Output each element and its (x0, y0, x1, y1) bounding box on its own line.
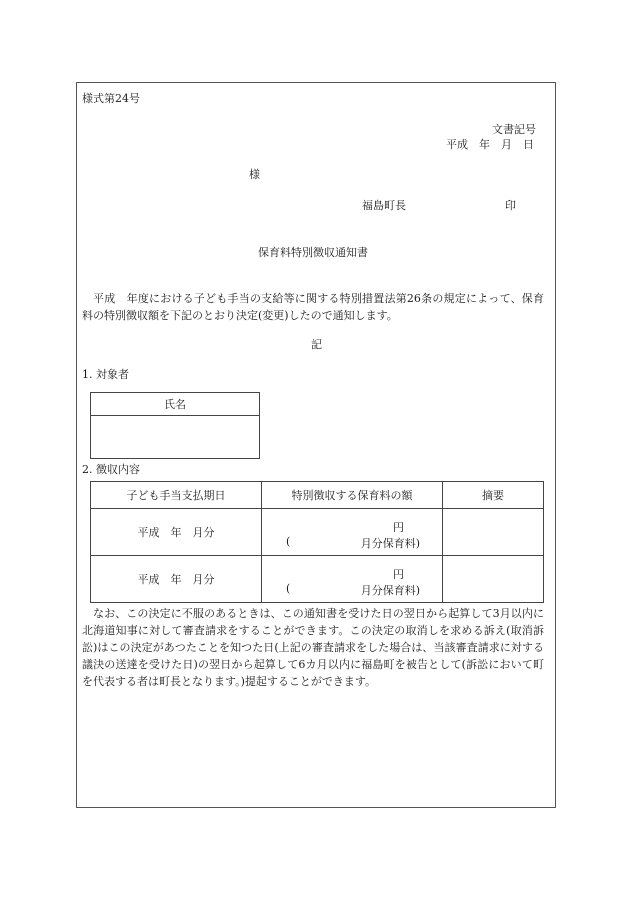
ki-mark: 記 (311, 338, 322, 351)
paren-open: ( (286, 535, 291, 548)
period-cell: 平成 年 月分 (91, 509, 262, 556)
name-cell (91, 416, 260, 459)
period-cell: 平成 年 月分 (91, 556, 262, 603)
month-fee-label: 月分保育料) (360, 537, 420, 550)
yen-label: 円 (393, 521, 404, 534)
issuer: 福島町長 (362, 199, 406, 212)
document-title: 保育料特別徴収通知書 (258, 246, 368, 259)
collection-table (90, 481, 544, 603)
table-row (91, 509, 544, 556)
month-fee-label: 月分保育料) (360, 584, 420, 597)
amount-cell (262, 509, 443, 556)
remarks-cell (443, 556, 544, 603)
seal-mark: 印 (505, 199, 516, 212)
date-line: 平成 年 月 日 (446, 138, 534, 151)
paren-open: ( (286, 582, 291, 595)
body-text: 平成 年度における子ども手当の支給等に関する特別措置法第26条の規定によって、保育料の特別徴収額を下記のとおり決定(変更)したので通知します。 (82, 292, 544, 322)
addressee-suffix: 様 (249, 168, 260, 181)
form-number: 様式第24号 (82, 92, 140, 105)
section2-heading: 2. 徴収内容 (82, 463, 140, 476)
document-number-label: 文書記号 (492, 123, 536, 136)
table-row (91, 556, 544, 603)
notice-text: なお、この決定に不服のあるときは、この通知書を受けた日の翌日から起算して3月以内に北海道知事に対して審査請求をすることができます。この決定の取消しを求める訴え(取消訴訟)はこの決定があつたことを知つた日(上記の審査請求をした場合は、当該審査請求に対する議決の送達を受けた日)の翌日から起算して6カ月以内に福島町を被告として(訴訟において町を代表する者は町長となります。)提起することができます。 (82, 607, 544, 688)
remarks-cell (443, 509, 544, 556)
section1-heading: 1. 対象者 (82, 368, 129, 381)
col-payment-date: 子ども手当支払期日 (91, 482, 262, 509)
col-remarks: 摘要 (443, 482, 544, 509)
name-header: 氏名 (91, 393, 260, 416)
subject-table (90, 392, 260, 459)
amount-cell (262, 556, 443, 603)
col-fee-amount: 特別徴収する保育料の額 (262, 482, 443, 509)
yen-label: 円 (393, 568, 404, 581)
